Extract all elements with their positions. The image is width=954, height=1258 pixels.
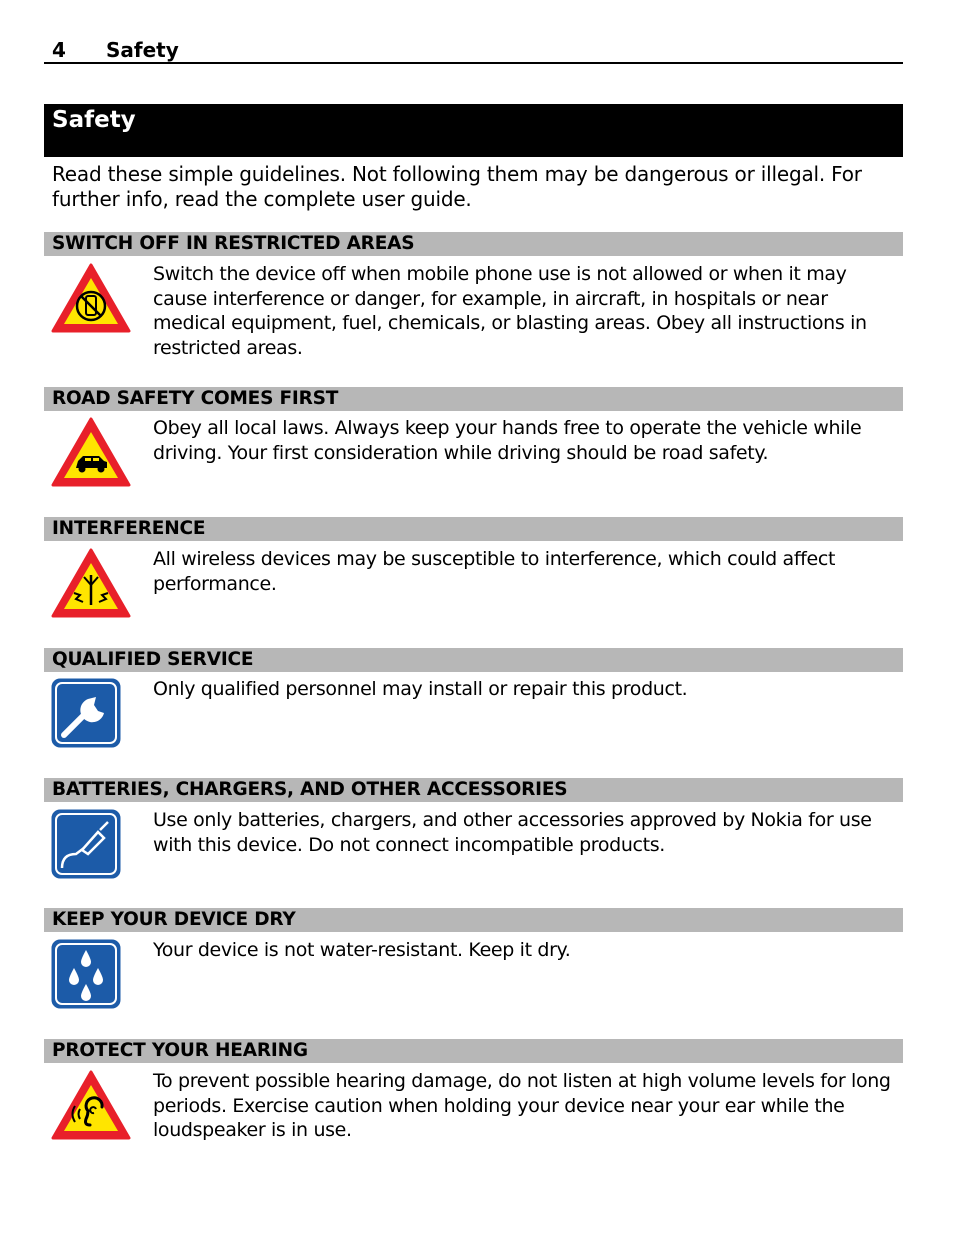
section-text-batteries-chargers: Use only batteries, chargers, and other accessories approved by Nokia for use with this device. Do not connect incompatible products.	[153, 809, 872, 856]
section-text-qualified-service: Only qualified personnel may install or repair this product.	[153, 678, 688, 700]
charger-plug-icon	[50, 808, 132, 880]
section-heading-keep-dry: KEEP YOUR DEVICE DRY	[44, 908, 903, 932]
ear-warning-icon	[50, 1069, 132, 1141]
page-title-bar	[44, 104, 903, 157]
no-phone-warning-icon	[50, 262, 132, 334]
car-warning-icon	[50, 416, 132, 488]
running-header	[44, 36, 903, 64]
water-drops-icon	[50, 938, 132, 1010]
section-text-interference: All wireless devices may be susceptible to interference, which could affect performance.	[153, 548, 836, 595]
section-text-protect-hearing: To prevent possible hearing damage, do not listen at high volume levels for long periods. Exercise caution when holding your device near your ear while the loudspeaker is in use.	[153, 1070, 891, 1142]
section-text-road-safety: Obey all local laws. Always keep your hands free to operate the vehicle while driving. Your first consideration while driving should be road safety.	[153, 417, 862, 464]
wrench-icon	[50, 677, 132, 749]
page-title: Safety	[52, 107, 136, 133]
section-heading-qualified-service: QUALIFIED SERVICE	[44, 648, 903, 672]
intro-paragraph: Read these simple guidelines. Not following them may be dangerous or illegal. For further info, read the complete user guide.	[52, 162, 862, 211]
section-text-keep-dry: Your device is not water-resistant. Keep it dry.	[153, 939, 571, 961]
section-text-restricted-areas: Switch the device off when mobile phone use is not allowed or when it may cause interference or danger, for example, in aircraft, in hospitals or near medical equipment, fuel, chemicals, or blasting areas. Obey all instructions in restricted areas.	[153, 263, 867, 359]
antenna-interference-warning-icon	[50, 547, 132, 619]
page-number: 4	[52, 38, 66, 62]
section-heading-protect-hearing: PROTECT YOUR HEARING	[44, 1039, 903, 1063]
running-header-section: Safety	[106, 38, 179, 62]
section-heading-batteries-chargers: BATTERIES, CHARGERS, AND OTHER ACCESSORIES	[44, 778, 903, 802]
section-heading-restricted-areas: SWITCH OFF IN RESTRICTED AREAS	[44, 232, 903, 256]
section-heading-interference: INTERFERENCE	[44, 517, 903, 541]
section-heading-road-safety: ROAD SAFETY COMES FIRST	[44, 387, 903, 411]
